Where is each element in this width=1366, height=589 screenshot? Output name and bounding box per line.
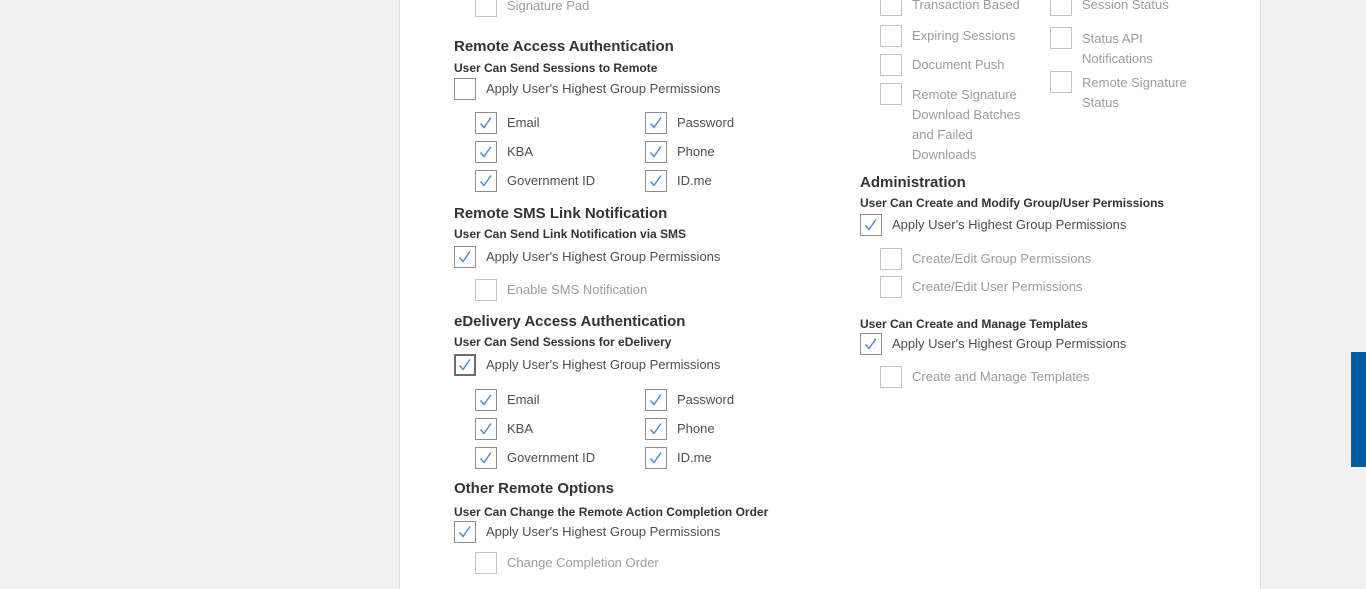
apply-highest-group-checkbox[interactable] <box>454 246 476 268</box>
check-icon <box>647 420 665 438</box>
checkbox-label: KBA <box>507 421 534 436</box>
check-icon <box>647 143 665 161</box>
checkbox-row-apply-remote-sms[interactable] <box>454 246 720 268</box>
checkbox-row-password[interactable] <box>645 389 734 411</box>
checkbox-label: Change Completion Order <box>507 555 659 570</box>
checkbox-label: Remote Signature Download Batches and Failed Downloads <box>912 87 1021 162</box>
apply-highest-group-checkbox[interactable] <box>454 521 476 543</box>
expiring-sessions-checkbox[interactable] <box>880 25 902 47</box>
checkbox-label: Password <box>677 115 735 130</box>
check-icon <box>862 216 880 234</box>
signature-pad-checkbox[interactable] <box>475 0 497 17</box>
check-icon <box>647 172 665 190</box>
checkbox-row-phone[interactable] <box>645 141 715 163</box>
check-icon <box>456 523 474 541</box>
checkbox-row-transaction-based[interactable] <box>880 0 1020 16</box>
enable-sms-checkbox[interactable] <box>475 279 497 301</box>
section-title-other-remote: Other Remote Options <box>454 480 615 497</box>
check-icon <box>477 172 495 190</box>
email-checkbox[interactable] <box>475 389 497 411</box>
checkbox-row-create-and-manage-templates[interactable] <box>880 366 1090 388</box>
check-icon <box>477 449 495 467</box>
checkbox-row-enable-sms[interactable] <box>475 279 647 301</box>
checkbox-label: ID.me <box>677 450 712 465</box>
check-icon <box>456 248 474 266</box>
checkbox-label: Government ID <box>507 450 596 465</box>
checkbox-label: Phone <box>677 144 715 159</box>
email-checkbox[interactable] <box>475 112 497 134</box>
password-checkbox[interactable] <box>645 389 667 411</box>
change-completion-order-checkbox[interactable] <box>475 552 497 574</box>
create-edit-group-permissions-checkbox[interactable] <box>880 248 902 270</box>
kba-checkbox[interactable] <box>475 141 497 163</box>
checkbox-label: Apply User's Highest Group Permissions <box>892 336 1127 351</box>
checkbox-row-expiring-sessions[interactable] <box>880 25 1015 47</box>
feedback-side-tab[interactable] <box>1351 352 1366 467</box>
remote-signature-status-checkbox[interactable] <box>1050 71 1072 93</box>
check-icon <box>647 391 665 409</box>
checkbox-label: Status API Notifications <box>1082 31 1153 66</box>
check-icon <box>456 356 474 374</box>
checkbox-row-apply-remote-access[interactable] <box>454 78 720 100</box>
checkbox-row-apply-manage-templates[interactable] <box>860 333 1126 355</box>
apply-highest-group-checkbox[interactable] <box>454 78 476 100</box>
checkbox-label: Create/Edit User Permissions <box>912 279 1083 294</box>
checkbox-label: Email <box>507 392 540 407</box>
section-subtitle-manage-templates: User Can Create and Manage Templates <box>860 317 1088 331</box>
checkbox-row-government-id[interactable] <box>475 170 595 192</box>
checkbox-row-idme[interactable] <box>645 447 712 469</box>
checkbox-label: Session Status <box>1082 0 1169 12</box>
checkbox-row-government-id[interactable] <box>475 447 595 469</box>
checkbox-label: Expiring Sessions <box>912 28 1016 43</box>
check-icon <box>647 449 665 467</box>
section-subtitle-modify-permissions: User Can Create and Modify Group/User Permissions <box>860 196 1165 210</box>
create-edit-user-permissions-checkbox[interactable] <box>880 276 902 298</box>
checkbox-label: Document Push <box>912 57 1005 72</box>
section-subtitle-other-remote: User Can Change the Remote Action Completion Order <box>454 505 769 519</box>
checkbox-label: KBA <box>507 144 534 159</box>
section-title-remote-access: Remote Access Authentication <box>454 38 674 55</box>
checkbox-label: Apply User's Highest Group Permissions <box>486 524 721 539</box>
check-icon <box>647 114 665 132</box>
section-subtitle-edelivery: User Can Send Sessions for eDelivery <box>454 335 672 349</box>
checkbox-row-change-completion-order[interactable] <box>475 552 659 574</box>
checkbox-row-status-api-notifications[interactable] <box>1050 27 1194 69</box>
checkbox-row-email[interactable] <box>475 389 540 411</box>
idme-checkbox[interactable] <box>645 170 667 192</box>
check-icon <box>862 335 880 353</box>
document-push-checkbox[interactable] <box>880 54 902 76</box>
checkbox-row-create-edit-group-permissions[interactable] <box>880 248 1091 270</box>
check-icon <box>477 391 495 409</box>
checkbox-row-kba[interactable] <box>475 418 533 440</box>
check-icon <box>477 420 495 438</box>
password-checkbox[interactable] <box>645 112 667 134</box>
checkbox-label: Enable SMS Notification <box>507 282 648 297</box>
checkbox-row-document-push[interactable] <box>880 54 1005 76</box>
checkbox-row-password[interactable] <box>645 112 734 134</box>
idme-checkbox[interactable] <box>645 447 667 469</box>
checkbox-row-remote-signature-download-batches[interactable] <box>880 83 1030 165</box>
phone-checkbox[interactable] <box>645 141 667 163</box>
apply-highest-group-checkbox[interactable] <box>860 214 882 236</box>
section-title-remote-sms: Remote SMS Link Notification <box>454 205 668 222</box>
checkbox-label: Password <box>677 392 735 407</box>
checkbox-label: Create and Manage Templates <box>912 369 1090 384</box>
apply-highest-group-checkbox[interactable] <box>454 354 476 376</box>
checkbox-label: Apply User's Highest Group Permissions <box>892 217 1127 232</box>
government-id-checkbox[interactable] <box>475 170 497 192</box>
check-icon <box>477 114 495 132</box>
checkbox-row-email[interactable] <box>475 112 540 134</box>
checkbox-label: Email <box>507 115 540 130</box>
checkbox-label: Create/Edit Group Permissions <box>912 251 1092 266</box>
check-icon <box>477 143 495 161</box>
phone-checkbox[interactable] <box>645 418 667 440</box>
checkbox-row-session-status[interactable] <box>1050 0 1169 16</box>
section-title-administration: Administration <box>860 174 966 191</box>
checkbox-row-kba[interactable] <box>475 141 533 163</box>
checkbox-label: Remote Signature Status <box>1082 75 1187 110</box>
checkbox-row-idme[interactable] <box>645 170 712 192</box>
checkbox-row-apply-modify-permissions[interactable] <box>860 214 1126 236</box>
checkbox-label: Signature Pad <box>507 0 590 13</box>
checkbox-label: Transaction Based <box>912 0 1020 12</box>
checkbox-row-apply-other-remote[interactable] <box>454 521 720 543</box>
apply-highest-group-checkbox[interactable] <box>860 333 882 355</box>
create-and-manage-templates-checkbox[interactable] <box>880 366 902 388</box>
checkbox-label: Apply User's Highest Group Permissions <box>486 357 721 372</box>
checkbox-label: Apply User's Highest Group Permissions <box>486 249 721 264</box>
checkbox-row-signature-pad[interactable] <box>475 0 589 17</box>
checkbox-label: Phone <box>677 421 715 436</box>
checkbox-label: Government ID <box>507 173 596 188</box>
checkbox-label: Apply User's Highest Group Permissions <box>486 81 721 96</box>
checkbox-label: ID.me <box>677 173 712 188</box>
checkbox-row-remote-signature-status[interactable] <box>1050 71 1194 113</box>
section-subtitle-remote-sms: User Can Send Link Notification via SMS <box>454 227 687 241</box>
checkbox-row-phone[interactable] <box>645 418 715 440</box>
checkbox-row-create-edit-user-permissions[interactable] <box>880 276 1083 298</box>
government-id-checkbox[interactable] <box>475 447 497 469</box>
section-title-edelivery: eDelivery Access Authentication <box>454 313 686 330</box>
status-api-notifications-checkbox[interactable] <box>1050 27 1072 49</box>
transaction-based-checkbox[interactable] <box>880 0 902 16</box>
session-status-checkbox[interactable] <box>1050 0 1072 16</box>
checkbox-row-apply-edelivery[interactable] <box>454 354 720 376</box>
remote-signature-download-batches-checkbox[interactable] <box>880 83 902 105</box>
section-subtitle-remote-access: User Can Send Sessions to Remote <box>454 61 658 75</box>
kba-checkbox[interactable] <box>475 418 497 440</box>
